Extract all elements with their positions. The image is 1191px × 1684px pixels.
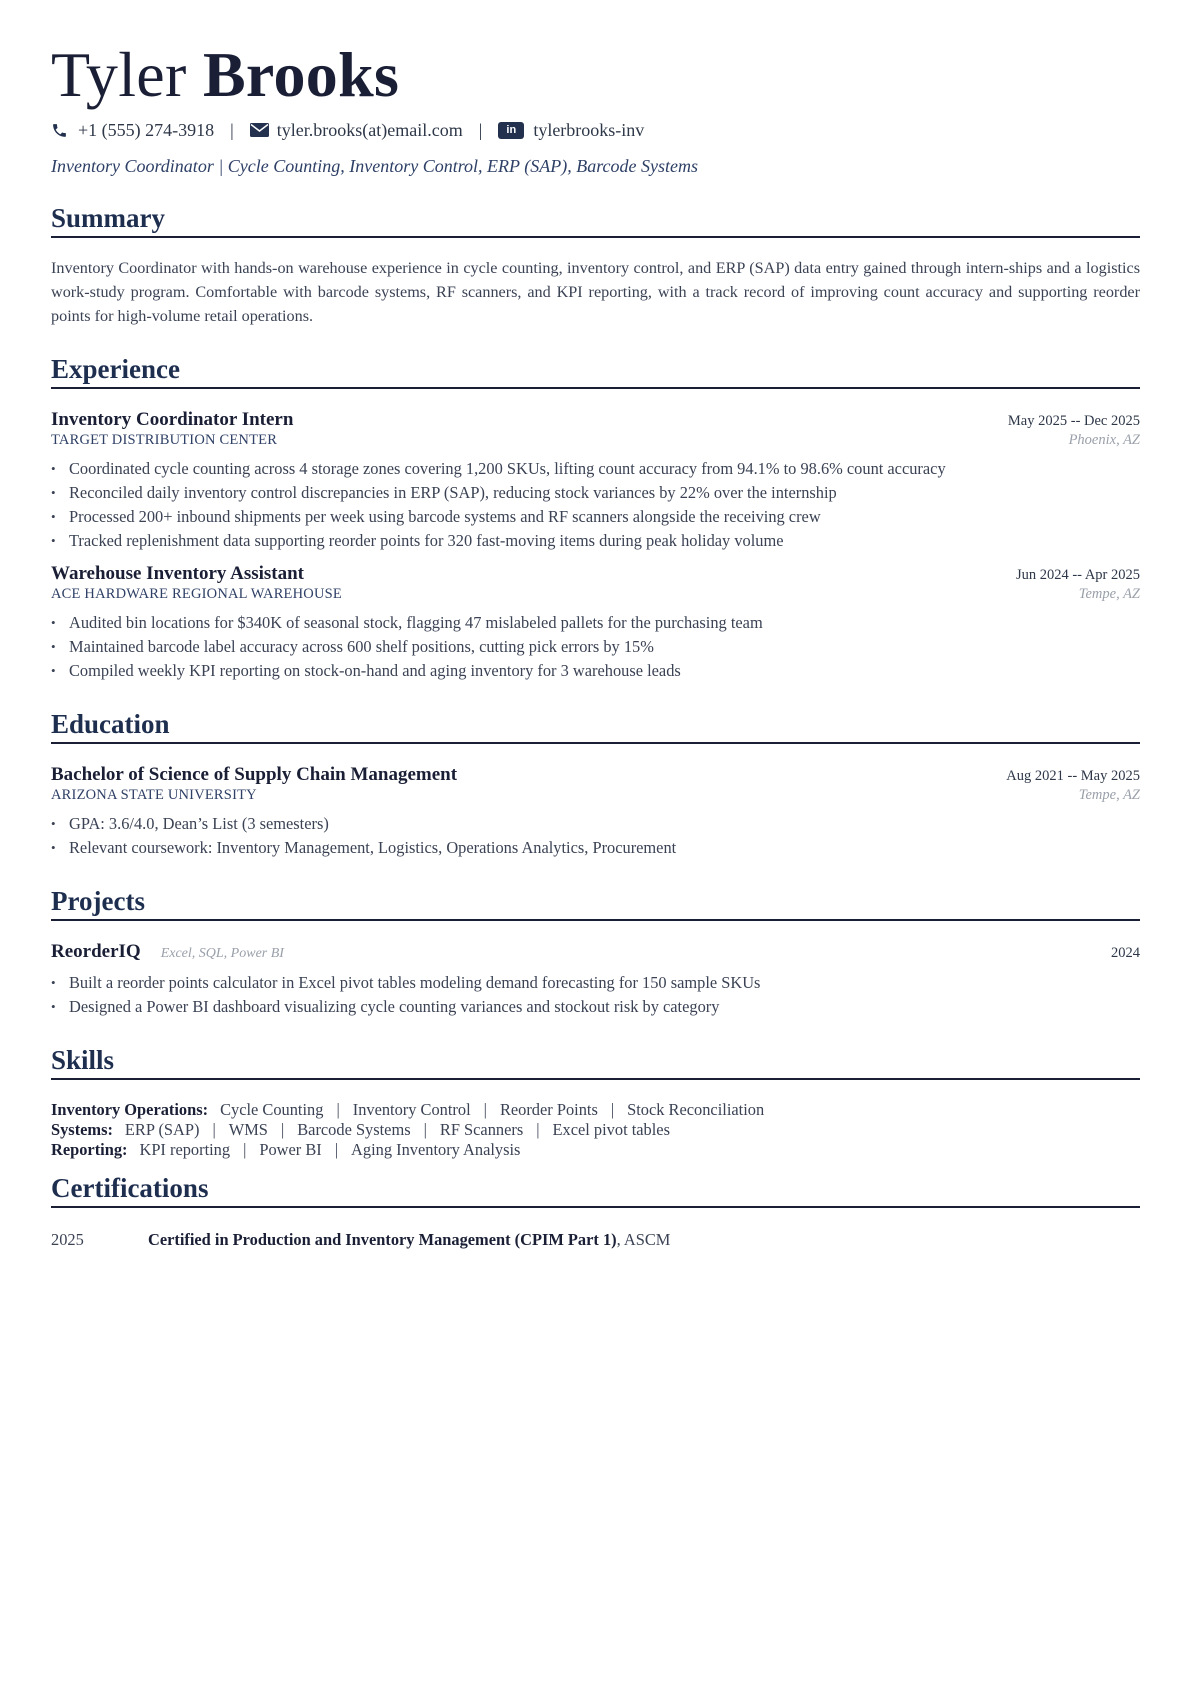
skill-item: Excel pivot tables — [552, 1120, 670, 1139]
certification-year: 2025 — [51, 1230, 84, 1249]
candidate-name — [51, 38, 1140, 112]
bullet-item: • Maintained barcode label accuracy across 600 shelf positions, cutting pick errors by 15% — [51, 635, 1140, 659]
skills-list — [51, 1100, 1140, 1160]
project-tech-stack: Excel, SQL, Power BI — [160, 946, 284, 961]
skill-item: Stock Reconciliation — [627, 1100, 765, 1119]
skill-item: KPI reporting — [139, 1140, 231, 1159]
job-company: TARGET DISTRIBUTION CENTER — [51, 432, 278, 448]
linkedin-icon: in — [498, 122, 524, 139]
education-dates: Aug 2021 -- May 2025 — [1006, 768, 1140, 784]
contact-email[interactable] — [250, 120, 463, 141]
certification-issuer: , ASCM — [616, 1230, 671, 1249]
job-title: Inventory Coordinator Intern — [51, 409, 294, 430]
project-year: 2024 — [1111, 945, 1140, 961]
bullet-item: • Designed a Power BI dashboard visualizing cycle counting variances and stockout risk by category — [51, 995, 1140, 1019]
email-address: tyler.brooks(at)email.com — [276, 119, 463, 140]
certification-name: Certified in Production and Inventory Management (CPIM Part 1) — [148, 1230, 617, 1249]
experience-section — [51, 353, 1140, 683]
skill-separator: | — [280, 1120, 285, 1139]
skill-row — [51, 1100, 1140, 1120]
bullet-item: • GPA: 3.6/4.0, Dean’s List (3 semesters) — [51, 812, 1140, 836]
first-name: Tyler — [51, 39, 187, 110]
projects-section — [51, 885, 1140, 1019]
job-bullets — [51, 457, 1140, 553]
skill-item: Inventory Control — [352, 1100, 471, 1119]
section-title-skills: Skills — [51, 1044, 1140, 1080]
education-bullets — [51, 812, 1140, 860]
experience-entry — [51, 409, 1140, 553]
school-name: ARIZONA STATE UNIVERSITY — [51, 787, 257, 803]
skill-separator: | — [212, 1120, 216, 1139]
degree-title: Bachelor of Science of Supply Chain Management — [51, 764, 458, 785]
skill-separator: | — [423, 1120, 427, 1139]
job-title: Warehouse Inventory Assistant — [51, 563, 305, 584]
skill-category: Reporting: — [51, 1140, 128, 1159]
job-company: ACE HARDWARE REGIONAL WAREHOUSE — [51, 586, 342, 602]
job-location: Phoenix, AZ — [1068, 432, 1140, 448]
bullet-item: • Relevant coursework: Inventory Management, Logistics, Operations Analytics, Procurement — [51, 836, 1140, 860]
phone-number: +1 (555) 274-3918 — [78, 119, 215, 140]
bullet-item: • Coordinated cycle counting across 4 storage zones covering 1,200 SKUs, lifting count accuracy from 94.1% to 98.6% count accuracy — [51, 457, 1140, 481]
project-bullets — [51, 971, 1140, 1019]
skill-item: ERP (SAP) — [124, 1120, 200, 1139]
summary-text: Inventory Coordinator with hands-on warehouse experience in cycle counting, inventory control, and ERP (SAP) data entry gained through intern-ships and a logistics work-study program. Comfortable with barcode systems, RF scanners, and KPI reporting, with a track record of improving count accuracy and supporting reorder points for high-volume retail operations. — [51, 259, 1140, 325]
school-location: Tempe, AZ — [1078, 787, 1140, 803]
bullet-item: • Built a reorder points calculator in Excel pivot tables modeling demand forecasting for 150 sample SKUs — [51, 971, 1140, 995]
experience-entry — [51, 563, 1140, 683]
section-title-summary: Summary — [51, 202, 1140, 238]
section-title-certifications: Certifications — [51, 1172, 1140, 1208]
job-location: Tempe, AZ — [1078, 586, 1140, 602]
skill-item: WMS — [228, 1120, 268, 1139]
job-bullets — [51, 611, 1140, 683]
bullet-item: • Reconciled daily inventory control discrepancies in ERP (SAP), reducing stock variances by 22% over the internship — [51, 481, 1140, 505]
bullet-item: • Compiled weekly KPI reporting on stock-on-hand and aging inventory for 3 warehouse leads — [51, 659, 1140, 683]
contact-linkedin[interactable] — [498, 120, 644, 141]
contact-phone[interactable] — [51, 120, 214, 141]
contact-line — [51, 118, 1140, 142]
linkedin-handle: tylerbrooks-inv — [533, 119, 645, 140]
skill-item: RF Scanners — [439, 1120, 524, 1139]
skill-item: Aging Inventory Analysis — [351, 1140, 521, 1159]
phone-icon — [51, 122, 68, 139]
skill-separator: | — [243, 1140, 247, 1159]
summary-section — [51, 202, 1140, 328]
skill-category: Systems: — [51, 1120, 113, 1139]
education-entry — [51, 764, 1140, 860]
skill-separator: | — [334, 1140, 339, 1159]
tagline: Inventory Coordinator | Cycle Counting, Inventory Control, ERP (SAP), Barcode Systems — [51, 156, 698, 176]
job-dates: Jun 2024 -- Apr 2025 — [1015, 567, 1140, 583]
bullet-item: • Processed 200+ inbound shipments per week using barcode systems and RF scanners alongside the receiving crew — [51, 505, 1140, 529]
section-title-education: Education — [51, 708, 1140, 744]
skill-item: Barcode Systems — [297, 1120, 411, 1139]
skill-category: Inventory Operations: — [51, 1100, 209, 1119]
bullet-item: • Audited bin locations for $340K of seasonal stock, flagging 47 mislabeled pallets for the purchasing team — [51, 611, 1140, 635]
skill-row — [51, 1140, 1140, 1160]
education-section — [51, 708, 1140, 860]
contact-separator: | — [230, 119, 234, 140]
project-name: ReorderIQ — [51, 941, 141, 962]
skill-separator: | — [610, 1100, 615, 1119]
skill-item: Reorder Points — [499, 1100, 598, 1119]
section-title-experience: Experience — [51, 353, 1140, 389]
bullet-item: • Tracked replenishment data supporting reorder points for 320 fast-moving items during peak holiday volume — [51, 529, 1140, 553]
section-title-projects: Projects — [51, 885, 1140, 921]
envelope-icon — [250, 123, 269, 137]
contact-separator: | — [478, 119, 483, 140]
project-entry — [51, 941, 1140, 1019]
last-name: Brooks — [202, 39, 400, 110]
skill-item: Cycle Counting — [220, 1100, 324, 1119]
skills-section — [51, 1044, 1140, 1160]
certifications-section — [51, 1172, 1140, 1250]
skill-separator: | — [483, 1100, 487, 1119]
certification-entry — [51, 1230, 1140, 1250]
skill-separator: | — [536, 1120, 540, 1139]
skill-item: Power BI — [259, 1140, 322, 1159]
job-dates: May 2025 -- Dec 2025 — [1007, 413, 1140, 429]
skill-row — [51, 1120, 1140, 1140]
skill-separator: | — [336, 1100, 340, 1119]
